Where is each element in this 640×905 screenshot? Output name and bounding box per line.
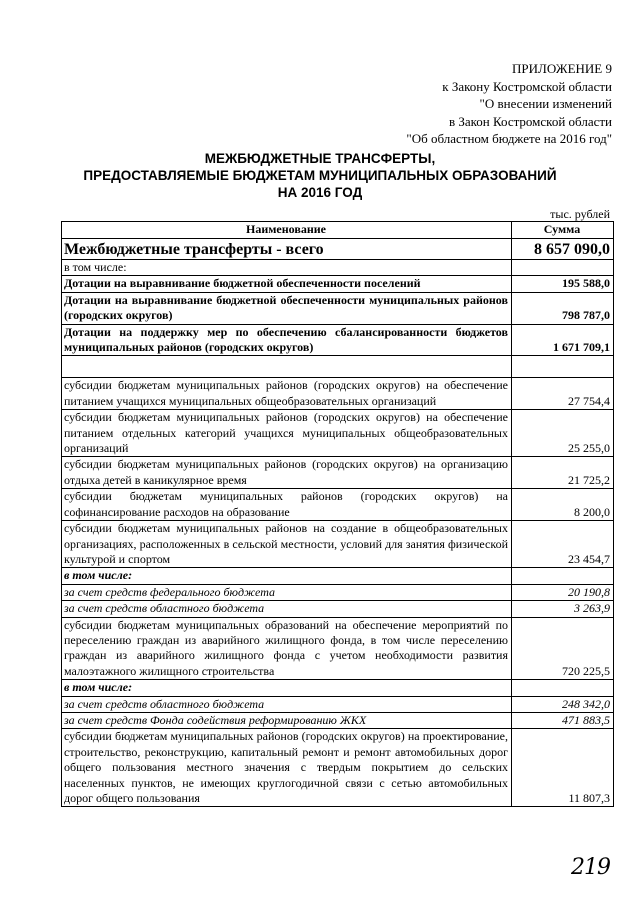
table-row bbox=[62, 601, 614, 617]
table-row bbox=[62, 712, 614, 728]
row-sum: 3 263,9 bbox=[512, 601, 614, 617]
appendix-line: ПРИЛОЖЕНИЕ 9 bbox=[512, 61, 612, 76]
row-name: субсидии бюджетам муниципальных районов (городских округов) на проектирование, строительство, реконструкцию, капитальный ремонт и ремонт автомобильных дорог общего пользования местного значения с твердым покрытием до сельских населенных пунктов, не имеющих круглогодичной связи с сетью автомобильных дорог общего пользования bbox=[62, 729, 512, 807]
row-name: субсидии бюджетам муниципальных районов на создание в общеобразовательных организациях, расположенных в сельской местности, условий для занятия физической культурой и спортом bbox=[62, 521, 512, 568]
row-sum bbox=[512, 260, 614, 276]
units-label: тыс. рублей bbox=[550, 207, 610, 221]
row-sum: 720 225,5 bbox=[512, 617, 614, 680]
row-sum: 25 255,0 bbox=[512, 410, 614, 457]
table-row bbox=[62, 729, 614, 807]
table-row bbox=[62, 568, 614, 584]
row-name: за счет средств областного бюджета bbox=[62, 696, 512, 712]
row-sum bbox=[512, 568, 614, 584]
table-row bbox=[62, 521, 614, 568]
row-name: субсидии бюджетам муниципальных районов (городских округов) на обеспечение питанием отдельных категорий учащихся муниципальных общеобразовательных организаций bbox=[62, 410, 512, 457]
row-name: за счет средств федерального бюджета bbox=[62, 584, 512, 600]
row-name: Дотации на выравнивание бюджетной обеспеченности поселений bbox=[62, 276, 512, 292]
column-header-name: Наименование bbox=[62, 222, 512, 239]
row-sum: 1 671 709,1 bbox=[512, 324, 614, 356]
row-sum bbox=[512, 356, 614, 378]
table-row bbox=[62, 260, 614, 276]
row-name: в том числе: bbox=[62, 680, 512, 696]
row-name bbox=[62, 356, 512, 378]
title-line: МЕЖБЮДЖЕТНЫЕ ТРАНСФЕРТЫ, bbox=[204, 151, 436, 166]
transfers-table bbox=[61, 221, 614, 807]
appendix-line: "О внесении изменений bbox=[479, 96, 612, 111]
row-name: субсидии бюджетам муниципальных районов (городских округов) на софинансирование расходов на образование bbox=[62, 489, 512, 521]
row-sum: 8 200,0 bbox=[512, 489, 614, 521]
row-name: в том числе: bbox=[62, 568, 512, 584]
appendix-line: "Об областном бюджете на 2016 год" bbox=[406, 131, 612, 146]
table-row bbox=[62, 680, 614, 696]
row-sum: 195 588,0 bbox=[512, 276, 614, 292]
page-number: 219 bbox=[571, 855, 610, 880]
table-row bbox=[62, 324, 614, 356]
row-name: субсидии бюджетам муниципальных районов (городских округов) на организацию отдыха детей в каникулярное время bbox=[62, 457, 512, 489]
table-row bbox=[62, 584, 614, 600]
row-name: Межбюджетные трансферты - всего bbox=[62, 239, 512, 260]
row-name: субсидии бюджетам муниципальных районов (городских округов) на обеспечение питанием учащихся муниципальных общеобразовательных организаций bbox=[62, 378, 512, 410]
appendix-line: к Закону Костромской области bbox=[442, 78, 612, 94]
row-name: Дотации на поддержку мер по обеспечению сбалансированности бюджетов муниципальных районов (городских округов) bbox=[62, 324, 512, 356]
table-row bbox=[62, 292, 614, 324]
row-sum: 20 190,8 bbox=[512, 584, 614, 600]
table-header-row bbox=[62, 222, 614, 239]
row-sum bbox=[512, 680, 614, 696]
row-name: за счет средств областного бюджета bbox=[62, 601, 512, 617]
appendix-line: в Закон Костромской области bbox=[448, 113, 612, 129]
row-sum: 248 342,0 bbox=[512, 696, 614, 712]
table-row bbox=[62, 617, 614, 680]
row-sum: 23 454,7 bbox=[512, 521, 614, 568]
column-header-sum: Сумма bbox=[512, 222, 614, 239]
title-line: НА 2016 ГОД bbox=[277, 185, 363, 200]
row-name: в том числе: bbox=[62, 260, 512, 276]
row-sum: 27 754,4 bbox=[512, 378, 614, 410]
table-row bbox=[62, 696, 614, 712]
table-row bbox=[62, 276, 614, 292]
table-row bbox=[62, 489, 614, 521]
row-sum: 798 787,0 bbox=[512, 292, 614, 324]
table-row bbox=[62, 457, 614, 489]
row-name: субсидии бюджетам муниципальных образований на обеспечение мероприятий по переселению граждан из аварийного жилищного фонда, в том числе переселению граждан из аварийного жилищного фонда с учетом необходимости развития малоэтажного жилищного строительства bbox=[62, 617, 512, 680]
row-sum: 8 657 090,0 bbox=[512, 239, 614, 260]
row-sum: 21 725,2 bbox=[512, 457, 614, 489]
row-sum: 11 807,3 bbox=[512, 729, 614, 807]
table-row bbox=[62, 410, 614, 457]
title-line: ПРЕДОСТАВЛЯЕМЫЕ БЮДЖЕТАМ МУНИЦИПАЛЬНЫХ ОБРАЗОВАНИЙ bbox=[83, 168, 557, 183]
table-row bbox=[62, 378, 614, 410]
row-name: Дотации на выравнивание бюджетной обеспеченности муниципальных районов (городских округов) bbox=[62, 292, 512, 324]
row-name: за счет средств Фонда содействия реформированию ЖКХ bbox=[62, 712, 512, 728]
table-row-total bbox=[62, 239, 614, 260]
appendix-header bbox=[406, 60, 612, 148]
row-sum: 471 883,5 bbox=[512, 712, 614, 728]
table-row-empty bbox=[62, 356, 614, 378]
document-title bbox=[0, 150, 640, 201]
